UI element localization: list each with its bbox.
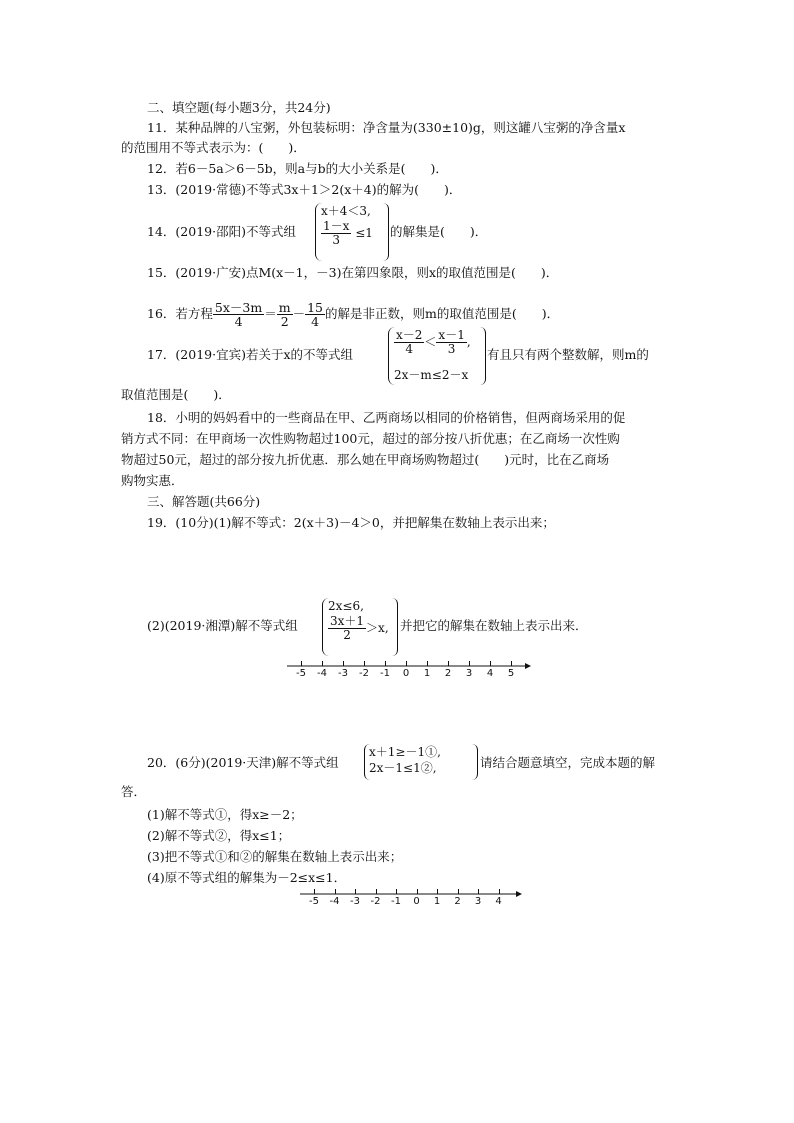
question-20-suffix: 请结合题意填空，完成本题的解 (480, 755, 656, 770)
q19-fraction: $\frac{3x+1}{2}$ (330, 614, 365, 642)
axis1-tick (301, 661, 302, 666)
q16-fraction-3: $\frac{15}{4}$ (307, 300, 324, 329)
axis1-tick (322, 661, 323, 666)
axis1-tick-label: 3 (465, 668, 473, 679)
axis1-tick-label: 5 (507, 668, 515, 679)
axis1-tick-label: 1 (423, 668, 431, 679)
question-16: 16．若方程 $\frac{5x-3m}{4}$ ＝ $\frac{m}{2}$ － $\frac{15}{4}$ 的解是非正数，则m的取值范围是( )． (147, 300, 560, 329)
question-14-suffix: 的解集是( )． (390, 224, 488, 239)
axis2-tick (417, 889, 418, 894)
q14-row-2: $\frac{1-x}{3}$ ≤1 (323, 219, 373, 247)
axis2-tick-label: -1 (391, 896, 401, 907)
axis1-tick (364, 661, 365, 666)
axis1-tick-label: -4 (317, 668, 327, 679)
question-15: 15．(2019·广安)点M(x－1，－3)在第四象限，则x的取值范围是( )． (147, 265, 559, 280)
q19-row-1: 2x≤6, (328, 599, 364, 613)
axis2-tick-label: -4 (329, 896, 340, 907)
axis2-tick (478, 889, 479, 894)
axis1-tick-label: 4 (486, 668, 494, 679)
axis2-tick-label: 3 (474, 896, 482, 907)
question-17-line-2: 取值范围是( )． (121, 387, 231, 402)
question-17-suffix: 有且只有两个整数解，则m的 (487, 347, 649, 362)
question-18-line-3: 物超过50元，超过的部分按九折优惠．那么她在甲商场购物超过( )元时，比在乙商场 (121, 452, 610, 467)
axis2-tick (355, 889, 356, 894)
axis1-tick (427, 661, 428, 666)
axis2-tick (376, 889, 377, 894)
axis2-tick (314, 889, 315, 894)
q14-brace-close (383, 203, 389, 261)
q20-step-3: (3)把不等式①和②的解集在数轴上表示出来； (147, 849, 403, 864)
number-line-2 (300, 893, 522, 913)
axis2-tick-label: 4 (495, 896, 502, 907)
question-17-prefix: 17．(2019·宜宾)若关于x的不等式组 (147, 347, 353, 362)
number-line-1 (287, 665, 531, 685)
axis1-tick (490, 661, 491, 666)
axis1-tick (469, 661, 470, 666)
axis1-tick (385, 661, 386, 666)
axis2-tick-label: 0 (413, 896, 420, 907)
axis2-tick-label: 1 (433, 896, 441, 907)
q20-row-2: 2x－1≤1②, (369, 761, 437, 775)
question-19-part-2-prefix: (2)(2019·湘潭)解不等式组 (147, 618, 298, 633)
axis1-tick-label: 0 (402, 668, 410, 679)
question-18-line-2: 销方式不同：在甲商场一次性购物超过100元，超过的部分按八折优惠；在乙商场一次性购 (121, 431, 620, 446)
q17-row-1: $\frac{x-2}{4}$ ＜ $\frac{x-1}{3}$ , (396, 328, 471, 356)
q14-row-1: x＋4＜3, (321, 204, 371, 218)
axis1-tick (511, 661, 512, 666)
q20-row-1: x＋1≥－1①, (369, 745, 441, 759)
question-14-prefix: 14．(2019·邵阳)不等式组 (147, 224, 296, 239)
question-19-part-2-suffix: 并把它的解集在数轴上表示出来． (400, 618, 588, 633)
q20-brace-close (472, 744, 478, 780)
q20-step-4: (4)原不等式组的解集为－2≤x≤1． (147, 870, 347, 885)
question-19-part-1: 19．(10分)(1)解不等式：2(x＋3)－4＞0，并把解集在数轴上表示出来； (147, 515, 555, 530)
axis1-tick-label: -2 (359, 668, 369, 679)
axis2-tick (499, 889, 500, 894)
axis2-tick-label: -5 (309, 896, 319, 907)
question-18-line-1: 18．小明的妈妈看中的一些商品在甲、乙两商场以相同的价格销售，但两商场采用的促 (147, 410, 626, 425)
axis1-tick (343, 661, 344, 666)
section-3-heading: 三、解答题(共66分) (147, 494, 261, 509)
axis1-tick-label: -3 (338, 668, 348, 679)
q17-fraction-2: $\frac{x-1}{3}$ (438, 328, 465, 356)
question-20-prefix: 20．(6分)(2019·天津)解不等式组 (147, 755, 339, 770)
q16-fraction-1: $\frac{5x-3m}{4}$ (214, 300, 263, 329)
axis1-tick (406, 661, 407, 666)
question-11-line-2: 的范围用不等式表示为：( )． (121, 140, 306, 155)
question-20-line-2: 答． (121, 784, 147, 799)
axis2-tick-label: -3 (350, 896, 360, 907)
question-12: 12．若6－5a＞6－5b，则a与b的大小关系是( )． (147, 161, 448, 176)
q16-fraction-2: $\frac{m}{2}$ (278, 300, 291, 329)
axis1-tick-label: 2 (444, 668, 452, 679)
q17-fraction-1: $\frac{x-2}{4}$ (396, 328, 423, 356)
q17-brace-close (480, 327, 486, 385)
question-13: 13．(2019·常德)不等式3x＋1＞2(x＋4)的解为( )． (147, 182, 462, 197)
q17-row-2: 2x－m≤2－x (394, 368, 469, 382)
axis2-tick-label: 2 (454, 896, 461, 907)
axis1-tick-label: -1 (380, 668, 390, 679)
axis2-tick (335, 889, 336, 894)
axis2-tick (458, 889, 459, 894)
axis2-tick (396, 889, 397, 894)
q19-brace-close (392, 598, 398, 656)
q20-step-2: (2)解不等式②，得x≤1； (147, 828, 291, 843)
axis2-tick (437, 889, 438, 894)
axis1-tick-label: -5 (296, 668, 306, 679)
q19-row-2: $\frac{3x+1}{2}$ ＞x, (330, 614, 389, 642)
q20-step-1: (1)解不等式①，得x≥－2； (147, 807, 303, 822)
q14-fraction: $\frac{1-x}{3}$ (323, 219, 350, 247)
axis1-tick (448, 661, 449, 666)
section-2-heading: 二、填空题(每小题3分，共24分) (147, 100, 331, 115)
axis2-tick-label: -2 (370, 896, 381, 907)
question-18-line-4: 购物实惠． (121, 473, 184, 488)
question-11-line-1: 11．某种品牌的八宝粥，外包装标明：净含量为(330±10)g，则这罐八宝粥的净含量x (147, 120, 626, 135)
